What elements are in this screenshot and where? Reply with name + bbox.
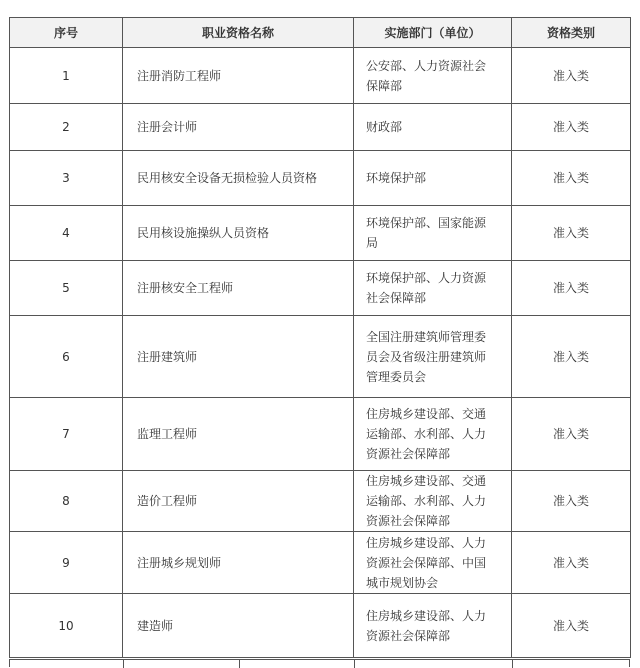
department-line: 资源社会保障部	[366, 514, 451, 528]
row-num: 3	[10, 151, 123, 206]
row-num: 6	[10, 316, 123, 398]
department-line: 环境保护部	[366, 171, 427, 185]
table-body	[10, 48, 631, 658]
row-num: 7	[10, 398, 123, 471]
row-qualification-type: 准入类	[512, 594, 631, 658]
department-line: 局	[366, 236, 379, 250]
row-num: 2	[10, 104, 123, 151]
department-line: 财政部	[366, 120, 403, 134]
row-qualification-name: 民用核设施操纵人员资格	[123, 206, 354, 261]
row-qualification-type: 准入类	[512, 471, 631, 532]
row-qualification-name: 注册会计师	[123, 104, 354, 151]
row-qualification-type: 准入类	[512, 206, 631, 261]
table-row	[10, 471, 631, 532]
department-line: 管理委员会	[366, 369, 427, 384]
row-num: 4	[10, 206, 123, 261]
department-line: 住房城乡建设部、交通	[366, 474, 487, 488]
row-qualification-type: 准入类	[512, 104, 631, 151]
row-qualification-name: 注册核安全工程师	[123, 261, 354, 316]
department-line: 住房城乡建设部、人力	[366, 608, 487, 623]
row-qualification-name: 建造师	[123, 594, 354, 658]
row-department	[354, 104, 512, 151]
table-row	[10, 48, 631, 104]
department-line: 资源社会保障部	[366, 628, 451, 643]
header-row	[10, 18, 631, 48]
row-department	[354, 398, 512, 471]
department-line: 保障部	[366, 78, 403, 93]
row-num: 5	[10, 261, 123, 316]
row-qualification-name: 注册城乡规划师	[123, 532, 354, 594]
department-line: 资源社会保障部、中国	[366, 555, 487, 570]
department-line: 员会及省级注册建筑师	[366, 349, 487, 364]
department-line: 运输部、水利部、人力	[366, 494, 487, 508]
row-department	[354, 48, 512, 104]
table-row	[10, 532, 631, 594]
row-qualification-name: 监理工程师	[123, 398, 354, 471]
row-qualification-type: 准入类	[512, 48, 631, 104]
row-num: 10	[10, 594, 123, 658]
table-row	[10, 594, 631, 658]
department-line: 环境保护部、国家能源	[366, 216, 487, 230]
header-type: 资格类别	[512, 18, 631, 48]
table-row	[10, 316, 631, 398]
row-department	[354, 532, 512, 594]
row-department	[354, 151, 512, 206]
department-line: 全国注册建筑师管理委	[366, 329, 487, 344]
table-row	[10, 261, 631, 316]
table-row	[10, 151, 631, 206]
department-line: 公安部、人力资源社会	[366, 58, 487, 73]
row-department	[354, 206, 512, 261]
row-qualification-name: 注册消防工程师	[123, 48, 354, 104]
department-line: 社会保障部	[366, 291, 427, 305]
table-row	[10, 104, 631, 151]
header-num: 序号	[10, 18, 123, 48]
row-qualification-type: 准入类	[512, 151, 631, 206]
row-department	[354, 261, 512, 316]
row-qualification-type: 准入类	[512, 398, 631, 471]
header-dept: 实施部门（单位）	[354, 18, 512, 48]
qualification-grid	[9, 17, 631, 658]
table-row	[10, 206, 631, 261]
row-qualification-type: 准入类	[512, 261, 631, 316]
table-cut-edge	[9, 659, 630, 667]
department-line: 城市规划协会	[366, 575, 439, 590]
header-name: 职业资格名称	[123, 18, 354, 48]
row-department	[354, 316, 512, 398]
row-department	[354, 594, 512, 658]
row-qualification-name: 注册建筑师	[123, 316, 354, 398]
row-qualification-name: 民用核安全设备无损检验人员资格	[123, 151, 354, 206]
row-department	[354, 471, 512, 532]
table-row	[10, 398, 631, 471]
department-line: 住房城乡建设部、人力	[366, 535, 487, 550]
row-qualification-name: 造价工程师	[123, 471, 354, 532]
department-line: 住房城乡建设部、交通	[366, 407, 487, 421]
department-line: 环境保护部、人力资源	[366, 271, 487, 285]
department-line: 运输部、水利部、人力	[366, 427, 487, 441]
department-line: 资源社会保障部	[366, 447, 451, 461]
row-qualification-type: 准入类	[512, 532, 631, 594]
row-num: 8	[10, 471, 123, 532]
row-num: 9	[10, 532, 123, 594]
row-qualification-type: 准入类	[512, 316, 631, 398]
row-num: 1	[10, 48, 123, 104]
